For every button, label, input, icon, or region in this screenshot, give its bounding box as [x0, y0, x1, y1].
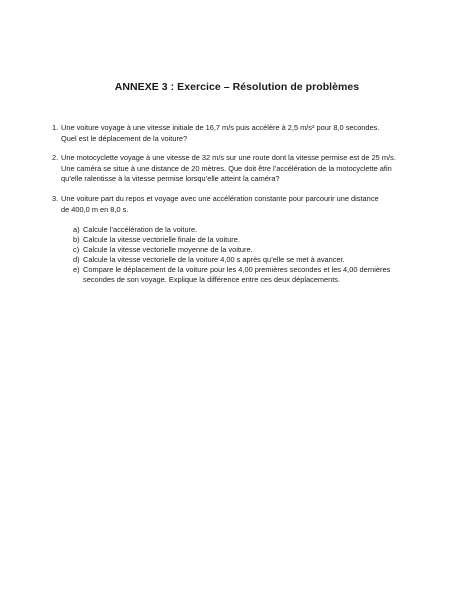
question-1	[52, 123, 432, 144]
sub-question-text: Calcule la vitesse vectorielle de la voiture 4,00 s après qu’elle se met à avancer.	[83, 255, 345, 265]
sub-question-letter: a)	[73, 225, 80, 234]
question-line: Une motocyclette voyage à une vitesse de 32 m/s sur une route dont la vitesse permise est de 25 m/s.	[61, 153, 396, 162]
sub-question-letter: c)	[73, 245, 80, 255]
sub-question-text: Calcule la vitesse vectorielle finale de la voiture.	[83, 235, 240, 245]
question-line: Une voiture part du repos et voyage avec une accélération constante pour parcourir une distance	[61, 194, 379, 203]
question-3	[52, 194, 432, 215]
question-line: qu’elle ralentisse à la vitesse permise lorsqu’elle atteint la caméra?	[61, 174, 280, 184]
sub-question-list	[73, 225, 428, 286]
question-line: de 400,0 m en 8,0 s.	[61, 204, 129, 214]
sub-question-text: secondes de son voyage. Explique la différence entre ces deux déplacements.	[83, 275, 341, 285]
page-title: ANNEXE 3 : Exercice – Résolution de problèmes	[114, 81, 360, 93]
sub-question-b	[73, 235, 428, 245]
sub-question-text: Calcule la vitesse vectorielle moyenne de la voiture.	[83, 245, 253, 255]
question-line: Une caméra se situe à une distance de 20 mètres. Que doit être l’accélération de la motocyclette afin	[61, 163, 392, 173]
sub-question-letter: e)	[73, 265, 80, 275]
question-number: 3.	[52, 194, 59, 203]
question-line: Quel est le déplacement de la voiture?	[61, 133, 188, 143]
sub-question-letter: b)	[73, 235, 80, 245]
sub-question-d	[73, 255, 428, 265]
sub-question-text: Calcule l’accélération de la voiture.	[83, 225, 198, 234]
sub-question-letter: d)	[73, 255, 80, 265]
question-number: 2.	[52, 153, 59, 162]
question-line: Une voiture voyage à une vitesse initiale de 16,7 m/s puis accélère à 2,5 m/s² pour 8,0 secondes.	[61, 123, 380, 132]
sub-question-c	[73, 245, 428, 255]
sub-question-text: Compare le déplacement de la voiture pour les 4,00 premières secondes et les 4,00 dernières	[83, 265, 391, 275]
question-2	[52, 153, 432, 185]
sub-question-e	[73, 265, 428, 285]
question-number: 1.	[52, 123, 59, 132]
sub-question-a	[73, 225, 428, 235]
